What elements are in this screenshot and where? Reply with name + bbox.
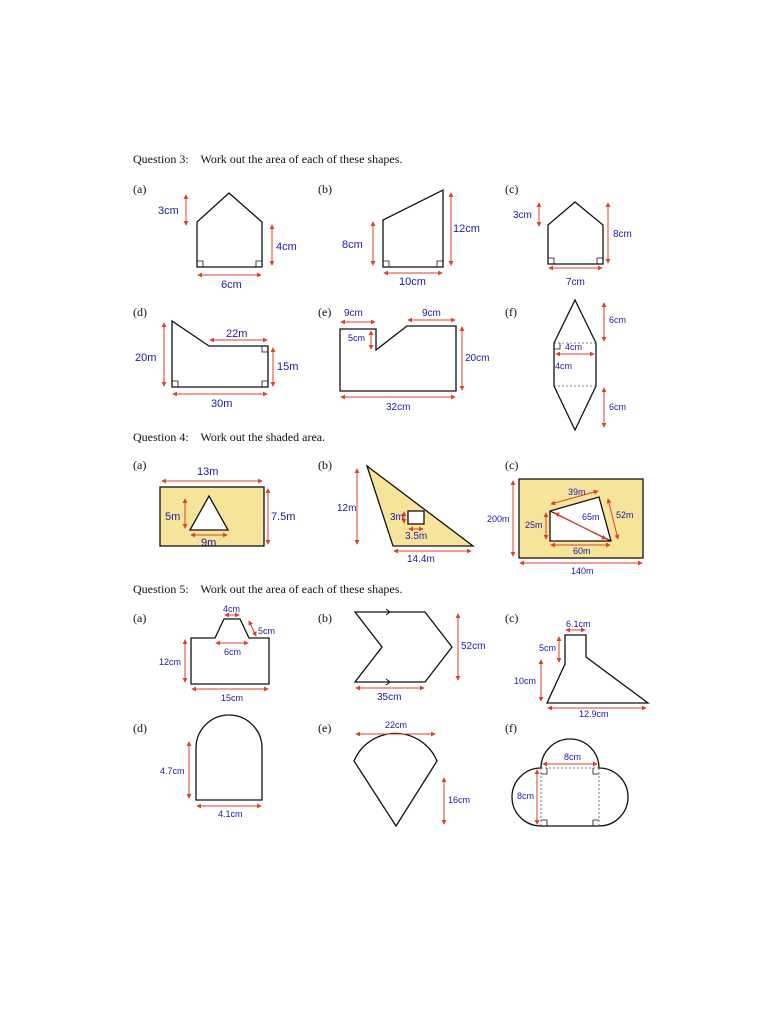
q5a-dim-6cm: 6cm bbox=[224, 647, 242, 657]
q4c-dim-52m: 52m bbox=[616, 510, 634, 520]
q3f-dim-4cm-width: 4cm bbox=[565, 342, 583, 352]
q3-part-b-label: (b) bbox=[318, 182, 332, 196]
q5e-dim-22cm: 22cm bbox=[385, 720, 408, 730]
q3b-dim-12cm: 12cm bbox=[453, 223, 480, 235]
q4b-dim-14-4m: 14.4m bbox=[407, 554, 435, 565]
q3b-figure bbox=[342, 190, 480, 288]
q5d-figure bbox=[160, 715, 262, 819]
q5d-dim-4-7cm: 4.7cm bbox=[160, 766, 185, 776]
q3-part-e-label: (e) bbox=[318, 305, 332, 319]
q5a-dim-15cm: 15cm bbox=[221, 693, 244, 703]
q3e-dim-32cm: 32cm bbox=[386, 402, 411, 413]
q4a-dim-5m: 5m bbox=[165, 511, 181, 523]
q4b-dim-12m: 12m bbox=[337, 503, 357, 514]
q5-part-a-label: (a) bbox=[133, 611, 147, 625]
q5c-dim-5cm: 5cm bbox=[539, 643, 557, 653]
q5-part-e-label: (e) bbox=[318, 721, 332, 735]
q5c-dim-6-1cm: 6.1cm bbox=[566, 619, 591, 629]
question-4-title: Question 4: Work out the shaded area. bbox=[133, 430, 326, 444]
q3c-dim-8cm: 8cm bbox=[613, 229, 632, 240]
q3c-figure bbox=[513, 202, 632, 288]
q5c-dim-12-9cm: 12.9cm bbox=[579, 709, 609, 719]
q3-part-a-label: (a) bbox=[133, 182, 147, 196]
q5b-dim-35cm: 35cm bbox=[377, 692, 402, 703]
q3b-trapezium-shape bbox=[383, 190, 443, 267]
q5c-dim-10cm: 10cm bbox=[514, 676, 537, 686]
q3a-dim-3cm: 3cm bbox=[158, 205, 179, 217]
q3e-dim-9cm-left: 9cm bbox=[344, 308, 363, 319]
q3a-dim-6cm: 6cm bbox=[221, 279, 242, 291]
q4b-figure bbox=[337, 466, 473, 565]
q5c-shape bbox=[547, 635, 648, 703]
q5c-figure bbox=[514, 619, 648, 719]
q5a-dim-12cm: 12cm bbox=[159, 657, 182, 667]
q5b-dim-52cm: 52cm bbox=[461, 641, 486, 652]
q4b-square-hole bbox=[408, 511, 424, 524]
q3e-dim-20cm: 20cm bbox=[465, 353, 490, 364]
q5f-figure bbox=[512, 739, 628, 826]
q3f-dim-4cm-height: 4cm bbox=[555, 361, 573, 371]
q3c-pentagon-shape bbox=[548, 202, 603, 264]
q3c-dim-7cm: 7cm bbox=[566, 277, 585, 288]
q5-part-d-label: (d) bbox=[133, 721, 147, 735]
q3e-dim-5cm: 5cm bbox=[348, 333, 366, 343]
q3a-figure bbox=[158, 193, 297, 291]
q3f-figure bbox=[554, 300, 626, 430]
q3d-dim-20m: 20m bbox=[135, 352, 157, 364]
q5e-cone-shape bbox=[354, 733, 437, 826]
q3a-pentagon-shape bbox=[197, 193, 262, 267]
q3d-dim-30m: 30m bbox=[211, 398, 233, 410]
q5b-figure bbox=[355, 609, 485, 703]
q3b-dim-10cm: 10cm bbox=[399, 276, 426, 288]
q3d-shape bbox=[172, 321, 268, 387]
q4c-dim-39m: 39m bbox=[568, 487, 586, 497]
q5a-dim-5cm: 5cm bbox=[258, 626, 276, 636]
q4c-dim-200m: 200m bbox=[487, 514, 510, 524]
q5a-figure bbox=[159, 604, 275, 703]
q3-part-c-label: (c) bbox=[505, 182, 519, 196]
q4c-dim-140m: 140m bbox=[571, 566, 594, 576]
q3f-dim-6cm-top: 6cm bbox=[609, 315, 627, 325]
q4-part-c-label: (c) bbox=[505, 458, 519, 472]
q5f-dim-8cm-width: 8cm bbox=[564, 752, 582, 762]
question-5-title: Question 5: Work out the area of each of these shapes. bbox=[133, 582, 403, 596]
q4a-figure bbox=[160, 466, 295, 549]
q3b-dim-8cm: 8cm bbox=[342, 239, 363, 251]
q3e-dim-9cm-right: 9cm bbox=[422, 308, 441, 319]
question-3-title: Question 3: Work out the area of each of these shapes. bbox=[133, 152, 403, 166]
q5-part-b-label: (b) bbox=[318, 611, 332, 625]
q5-part-c-label: (c) bbox=[505, 611, 519, 625]
q4c-figure bbox=[487, 479, 643, 576]
q4b-dim-3-5m: 3.5m bbox=[405, 531, 428, 542]
q4-part-a-label: (a) bbox=[133, 458, 147, 472]
q4-part-b-label: (b) bbox=[318, 458, 332, 472]
q5d-dim-4-1cm: 4.1cm bbox=[218, 809, 243, 819]
q3c-dim-3cm: 3cm bbox=[513, 210, 532, 221]
q5e-dim-16cm: 16cm bbox=[448, 795, 471, 805]
q5b-chevron-shape bbox=[355, 612, 452, 682]
q4b-dim-3m: 3m bbox=[390, 512, 404, 523]
q3d-figure bbox=[135, 321, 298, 410]
q3-part-f-label: (f) bbox=[505, 305, 517, 319]
q3f-dim-6cm-bottom: 6cm bbox=[609, 402, 627, 412]
q3d-dim-22m: 22m bbox=[226, 328, 248, 340]
q4c-dim-65m: 65m bbox=[582, 512, 600, 522]
q3-part-d-label: (d) bbox=[133, 305, 147, 319]
q3d-dim-15m: 15m bbox=[277, 361, 299, 373]
q5-part-f-label: (f) bbox=[505, 721, 517, 735]
q4c-dim-25m: 25m bbox=[525, 520, 543, 530]
q5e-figure bbox=[354, 720, 470, 826]
q5d-arch-shape bbox=[196, 715, 262, 800]
q4a-dim-9m: 9m bbox=[201, 537, 217, 549]
q3a-dim-4cm: 4cm bbox=[276, 241, 297, 253]
q4c-dim-60m: 60m bbox=[573, 546, 591, 556]
q4a-dim-7-5m: 7.5m bbox=[271, 511, 296, 523]
q5a-dim-4cm: 4cm bbox=[223, 604, 241, 614]
q3e-figure bbox=[340, 308, 489, 413]
q4a-dim-13m: 13m bbox=[197, 466, 219, 478]
q5f-dim-8cm-height: 8cm bbox=[517, 791, 535, 801]
